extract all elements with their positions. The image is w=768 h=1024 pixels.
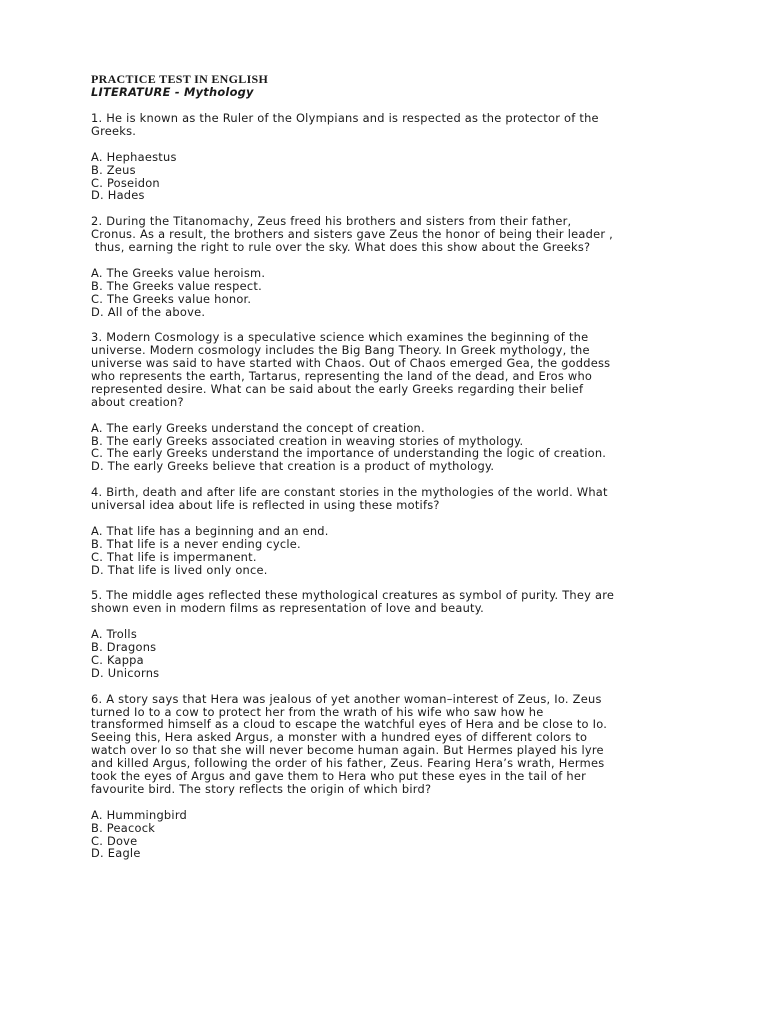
question-5-options: [91, 628, 691, 680]
option-d: D. Eagle: [91, 846, 141, 861]
question-text-line: universe. Modern cosmology includes the Big Bang Theory. In Greek mythology, the: [91, 343, 590, 358]
question-text-line: represented desire. What can be said about the early Greeks regarding their belief: [91, 381, 584, 396]
question-5: [91, 589, 691, 615]
option-d: D. Hades: [91, 188, 145, 203]
option-a: A. Trolls: [91, 627, 138, 642]
option-d: D. The early Greeks believe that creation is a product of mythology.: [91, 459, 495, 474]
question-1-options: [91, 151, 691, 203]
question-text-line: took the eyes of Argus and gave them to Hera who put these eyes in the tail of her: [91, 769, 587, 784]
question-4-options: [91, 525, 691, 577]
question-text-line: transformed himself as a cloud to escape the watchful eyes of Hera and be close to Io.: [91, 717, 608, 732]
question-text-line: 6. A story says that Hera was jealous of yet another woman–interest of Zeus, Io. Zeus: [91, 691, 602, 706]
option-c: C. The early Greeks understand the importance of understanding the logic of creation.: [91, 446, 607, 461]
document-body: [91, 73, 691, 873]
question-text-line: who represents the earth, Tartarus, representing the land of the dead, and Eros who: [91, 369, 593, 384]
option-b: B. Peacock: [91, 820, 156, 835]
question-text-line: universal idea about life is reflected in using these motifs?: [91, 498, 440, 513]
question-text-line: and killed Argus, following the order of his father, Zeus. Fearing Hera’s wrath, Hermes: [91, 756, 605, 771]
question-text-line: universe was said to have started with Chaos. Out of Chaos emerged Gea, the goddess: [91, 356, 611, 371]
question-2: [91, 215, 691, 254]
question-text-line: 2. During the Titanomachy, Zeus freed his brothers and sisters from their father,: [91, 214, 572, 229]
question-3: [91, 331, 691, 408]
option-c: C. The Greeks value honor.: [91, 291, 252, 306]
question-6: [91, 693, 691, 796]
question-text-line: 1. He is known as the Ruler of the Olympians and is respected as the protector of the: [91, 111, 599, 125]
option-d: D. That life is lived only once.: [91, 562, 268, 577]
option-c: C. Dove: [91, 833, 138, 848]
option-b: B. The Greeks value respect.: [91, 278, 262, 293]
question-text-line: Greeks.: [91, 123, 137, 138]
question-text-line: 4. Birth, death and after life are constant stories in the mythologies of the world. What: [91, 485, 608, 500]
option-b: B. The early Greeks associated creation in weaving stories of mythology.: [91, 433, 524, 448]
option-d: D. All of the above.: [91, 304, 206, 319]
option-c: C. That life is impermanent.: [91, 549, 257, 564]
document-subtitle: LITERATURE - Mythology: [91, 85, 254, 99]
question-text-line: shown even in modern films as representation of love and beauty.: [91, 601, 484, 616]
question-text-line: Seeing this, Hera asked Argus, a monster with a hundred eyes of different colors to: [91, 730, 588, 745]
question-text-line: turned Io to a cow to protect her from the wrath of his wife who saw how he: [91, 704, 544, 719]
question-text-line: about creation?: [91, 394, 184, 409]
option-d: D. Unicorns: [91, 665, 160, 680]
question-text-line: watch over Io so that she will never become human again. But Hermes played his lyre: [91, 743, 604, 758]
question-text-line: 3. Modern Cosmology is a speculative science which examines the beginning of the: [91, 330, 589, 345]
question-3-options: [91, 422, 691, 474]
option-c: C. Poseidon: [91, 175, 160, 190]
option-a: A. The early Greeks understand the concept of creation.: [91, 420, 425, 435]
question-text-line: thus, earning the right to rule over the sky. What does this show about the Greeks?: [91, 240, 591, 255]
document-title: PRACTICE TEST IN ENGLISH: [91, 72, 269, 86]
question-text-line: favourite bird. The story reflects the origin of which bird?: [91, 781, 432, 796]
question-6-options: [91, 809, 691, 861]
option-c: C. Kappa: [91, 652, 144, 667]
option-a: A. Hephaestus: [91, 149, 177, 164]
question-1: [91, 112, 691, 138]
option-b: B. That life is a never ending cycle.: [91, 536, 301, 551]
option-a: A. The Greeks value heroism.: [91, 265, 266, 280]
option-a: A. That life has a beginning and an end.: [91, 523, 329, 538]
question-text-line: Cronus. As a result, the brothers and sisters gave Zeus the honor of being their leader ,: [91, 227, 614, 242]
question-4: [91, 486, 691, 512]
option-b: B. Dragons: [91, 640, 157, 655]
question-2-options: [91, 267, 691, 319]
option-b: B. Zeus: [91, 162, 136, 177]
question-text-line: 5. The middle ages reflected these mythological creatures as symbol of purity. They are: [91, 588, 615, 603]
option-a: A. Hummingbird: [91, 807, 188, 822]
